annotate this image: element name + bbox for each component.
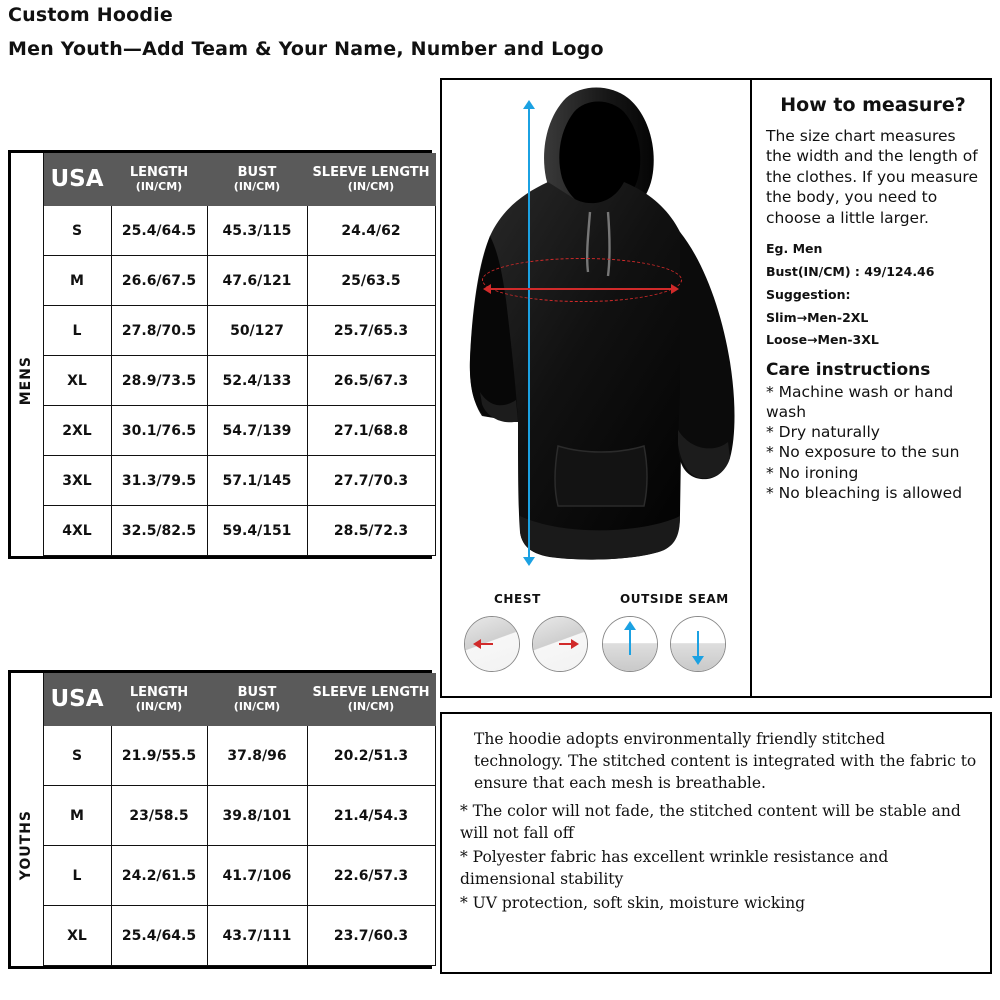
column-header-sleeve-text: SLEEVE LENGTH [312,684,430,700]
column-header-sleeve [307,674,435,726]
cell-bust: 45.3/115 [207,206,307,256]
mens-size-table [8,150,432,559]
fabric-note-item: * UV protection, soft skin, moisture wicking [460,894,806,912]
group-label-header [11,674,43,726]
suggestion-slim: Slim→Men-2XL [766,309,869,325]
cell-length: 25.4/64.5 [111,906,207,966]
cell-sleeve: 23.7/60.3 [307,906,435,966]
cell-length: 27.8/70.5 [111,306,207,356]
group-label-header [11,154,43,206]
column-header-sleeve-unit: (IN/CM) [347,699,395,713]
youths-size-table [8,670,432,969]
table-header-row [11,154,435,206]
fabric-note-item: * Polyester fabric has excellent wrinkle resistance and dimensional stability [460,848,889,888]
suggestion-label: Suggestion: [766,286,851,302]
cell-length: 32.5/82.5 [111,506,207,556]
column-header-bust-unit: (IN/CM) [233,179,281,193]
cell-size: L [43,846,111,906]
care-item: * No ironing [766,463,859,482]
table-row [11,456,435,506]
suggestion-loose: Loose→Men-3XL [766,332,879,348]
cell-size: 3XL [43,456,111,506]
group-label-mens-text: MENS [18,355,35,406]
cell-length: 28.9/73.5 [111,356,207,406]
group-label-mens [11,206,43,556]
column-header-sleeve-unit: (IN/CM) [347,179,395,193]
table-row [11,306,435,356]
table-row [11,786,435,846]
column-header-sleeve-text: SLEEVE LENGTH [312,164,430,180]
group-label-youths [11,726,43,966]
page-title: Custom Hoodie [8,4,173,26]
group-label-youths-text: YOUTHS [18,810,35,881]
column-header-bust-text: BUST [237,164,277,180]
column-header-usa: USA [43,674,111,726]
how-to-measure-panel [750,78,992,698]
chest-caption: CHEST [494,592,541,606]
care-item: * Machine wash or hand wash [766,383,954,422]
outside-seam-caption: OUTSIDE SEAM [620,592,729,606]
column-header-length-unit: (IN/CM) [135,699,183,713]
cell-sleeve: 27.1/68.8 [307,406,435,456]
cell-bust: 54.7/139 [207,406,307,456]
fabric-notes-panel [440,712,992,974]
care-instructions-list [766,382,980,503]
care-instructions-title: Care instructions [766,360,931,381]
cell-bust: 47.6/121 [207,256,307,306]
cell-sleeve: 27.7/70.3 [307,456,435,506]
column-header-length-text: LENGTH [129,684,189,700]
column-header-bust-unit: (IN/CM) [233,699,281,713]
care-item: * Dry naturally [766,423,880,442]
chest-measure-ellipse-icon [482,258,682,302]
cell-size: S [43,726,111,786]
column-header-length [111,674,207,726]
column-header-bust-text: BUST [237,684,277,700]
cell-length: 23/58.5 [111,786,207,846]
column-header-length [111,154,207,206]
seam-up-arrow-icon [602,616,658,672]
cell-bust: 37.8/96 [207,726,307,786]
cell-bust: 59.4/151 [207,506,307,556]
cell-size: L [43,306,111,356]
column-header-usa: USA [43,154,111,206]
care-item: * No bleaching is allowed [766,483,963,502]
chest-right-arrow-icon [532,616,588,672]
cell-size: XL [43,356,111,406]
cell-bust: 41.7/106 [207,846,307,906]
page-subtitle: Men Youth—Add Team & Your Name, Number and Logo [8,38,604,60]
example-bust: Bust(IN/CM) : 49/124.46 [766,264,935,280]
length-measure-arrow-icon [528,108,530,558]
example-label: Eg. Men [766,241,823,257]
cell-length: 25.4/64.5 [111,206,207,256]
table-row [11,846,435,906]
cell-sleeve: 25/63.5 [307,256,435,306]
column-header-length-unit: (IN/CM) [135,179,183,193]
column-header-bust [207,674,307,726]
cell-length: 24.2/61.5 [111,846,207,906]
table-row [11,726,435,786]
cell-sleeve: 26.5/67.3 [307,356,435,406]
cell-bust: 57.1/145 [207,456,307,506]
cell-bust: 43.7/111 [207,906,307,966]
cell-sleeve: 25.7/65.3 [307,306,435,356]
how-to-measure-title: How to measure? [780,94,966,116]
column-header-sleeve [307,154,435,206]
cell-length: 30.1/76.5 [111,406,207,456]
cell-sleeve: 20.2/51.3 [307,726,435,786]
cell-size: M [43,256,111,306]
table-row [11,406,435,456]
table-header-row [11,674,435,726]
cell-size: 2XL [43,406,111,456]
column-header-length-text: LENGTH [129,164,189,180]
cell-size: XL [43,906,111,966]
chest-measure-arrow-icon [486,288,676,290]
how-to-measure-paragraph: The size chart measures the width and the length of the clothes. If you measure the body, you need to choose a little larger. [766,127,979,227]
cell-size: M [43,786,111,846]
seam-down-arrow-icon [670,616,726,672]
cell-length: 31.3/79.5 [111,456,207,506]
garment-image-panel [440,78,750,698]
cell-sleeve: 21.4/54.3 [307,786,435,846]
cell-bust: 39.8/101 [207,786,307,846]
chest-left-arrow-icon [464,616,520,672]
table-row [11,356,435,406]
care-item: * No exposure to the sun [766,443,960,462]
table-row [11,906,435,966]
fabric-note-item: * The color will not fade, the stitched content will be stable and will not fall off [460,802,961,842]
table-row [11,206,435,256]
cell-sleeve: 22.6/57.3 [307,846,435,906]
fabric-notes-intro: The hoodie adopts environmentally friendly stitched technology. The stitched content is integrated with the fabric to ensure that each mesh is breathable. [474,730,977,792]
cell-bust: 52.4/133 [207,356,307,406]
cell-sleeve: 28.5/72.3 [307,506,435,556]
column-header-bust [207,154,307,206]
cell-sleeve: 24.4/62 [307,206,435,256]
cell-size: S [43,206,111,256]
table-row [11,256,435,306]
cell-bust: 50/127 [207,306,307,356]
hoodie-illustration [448,86,744,576]
cell-length: 21.9/55.5 [111,726,207,786]
cell-length: 26.6/67.5 [111,256,207,306]
table-row [11,506,435,556]
cell-size: 4XL [43,506,111,556]
